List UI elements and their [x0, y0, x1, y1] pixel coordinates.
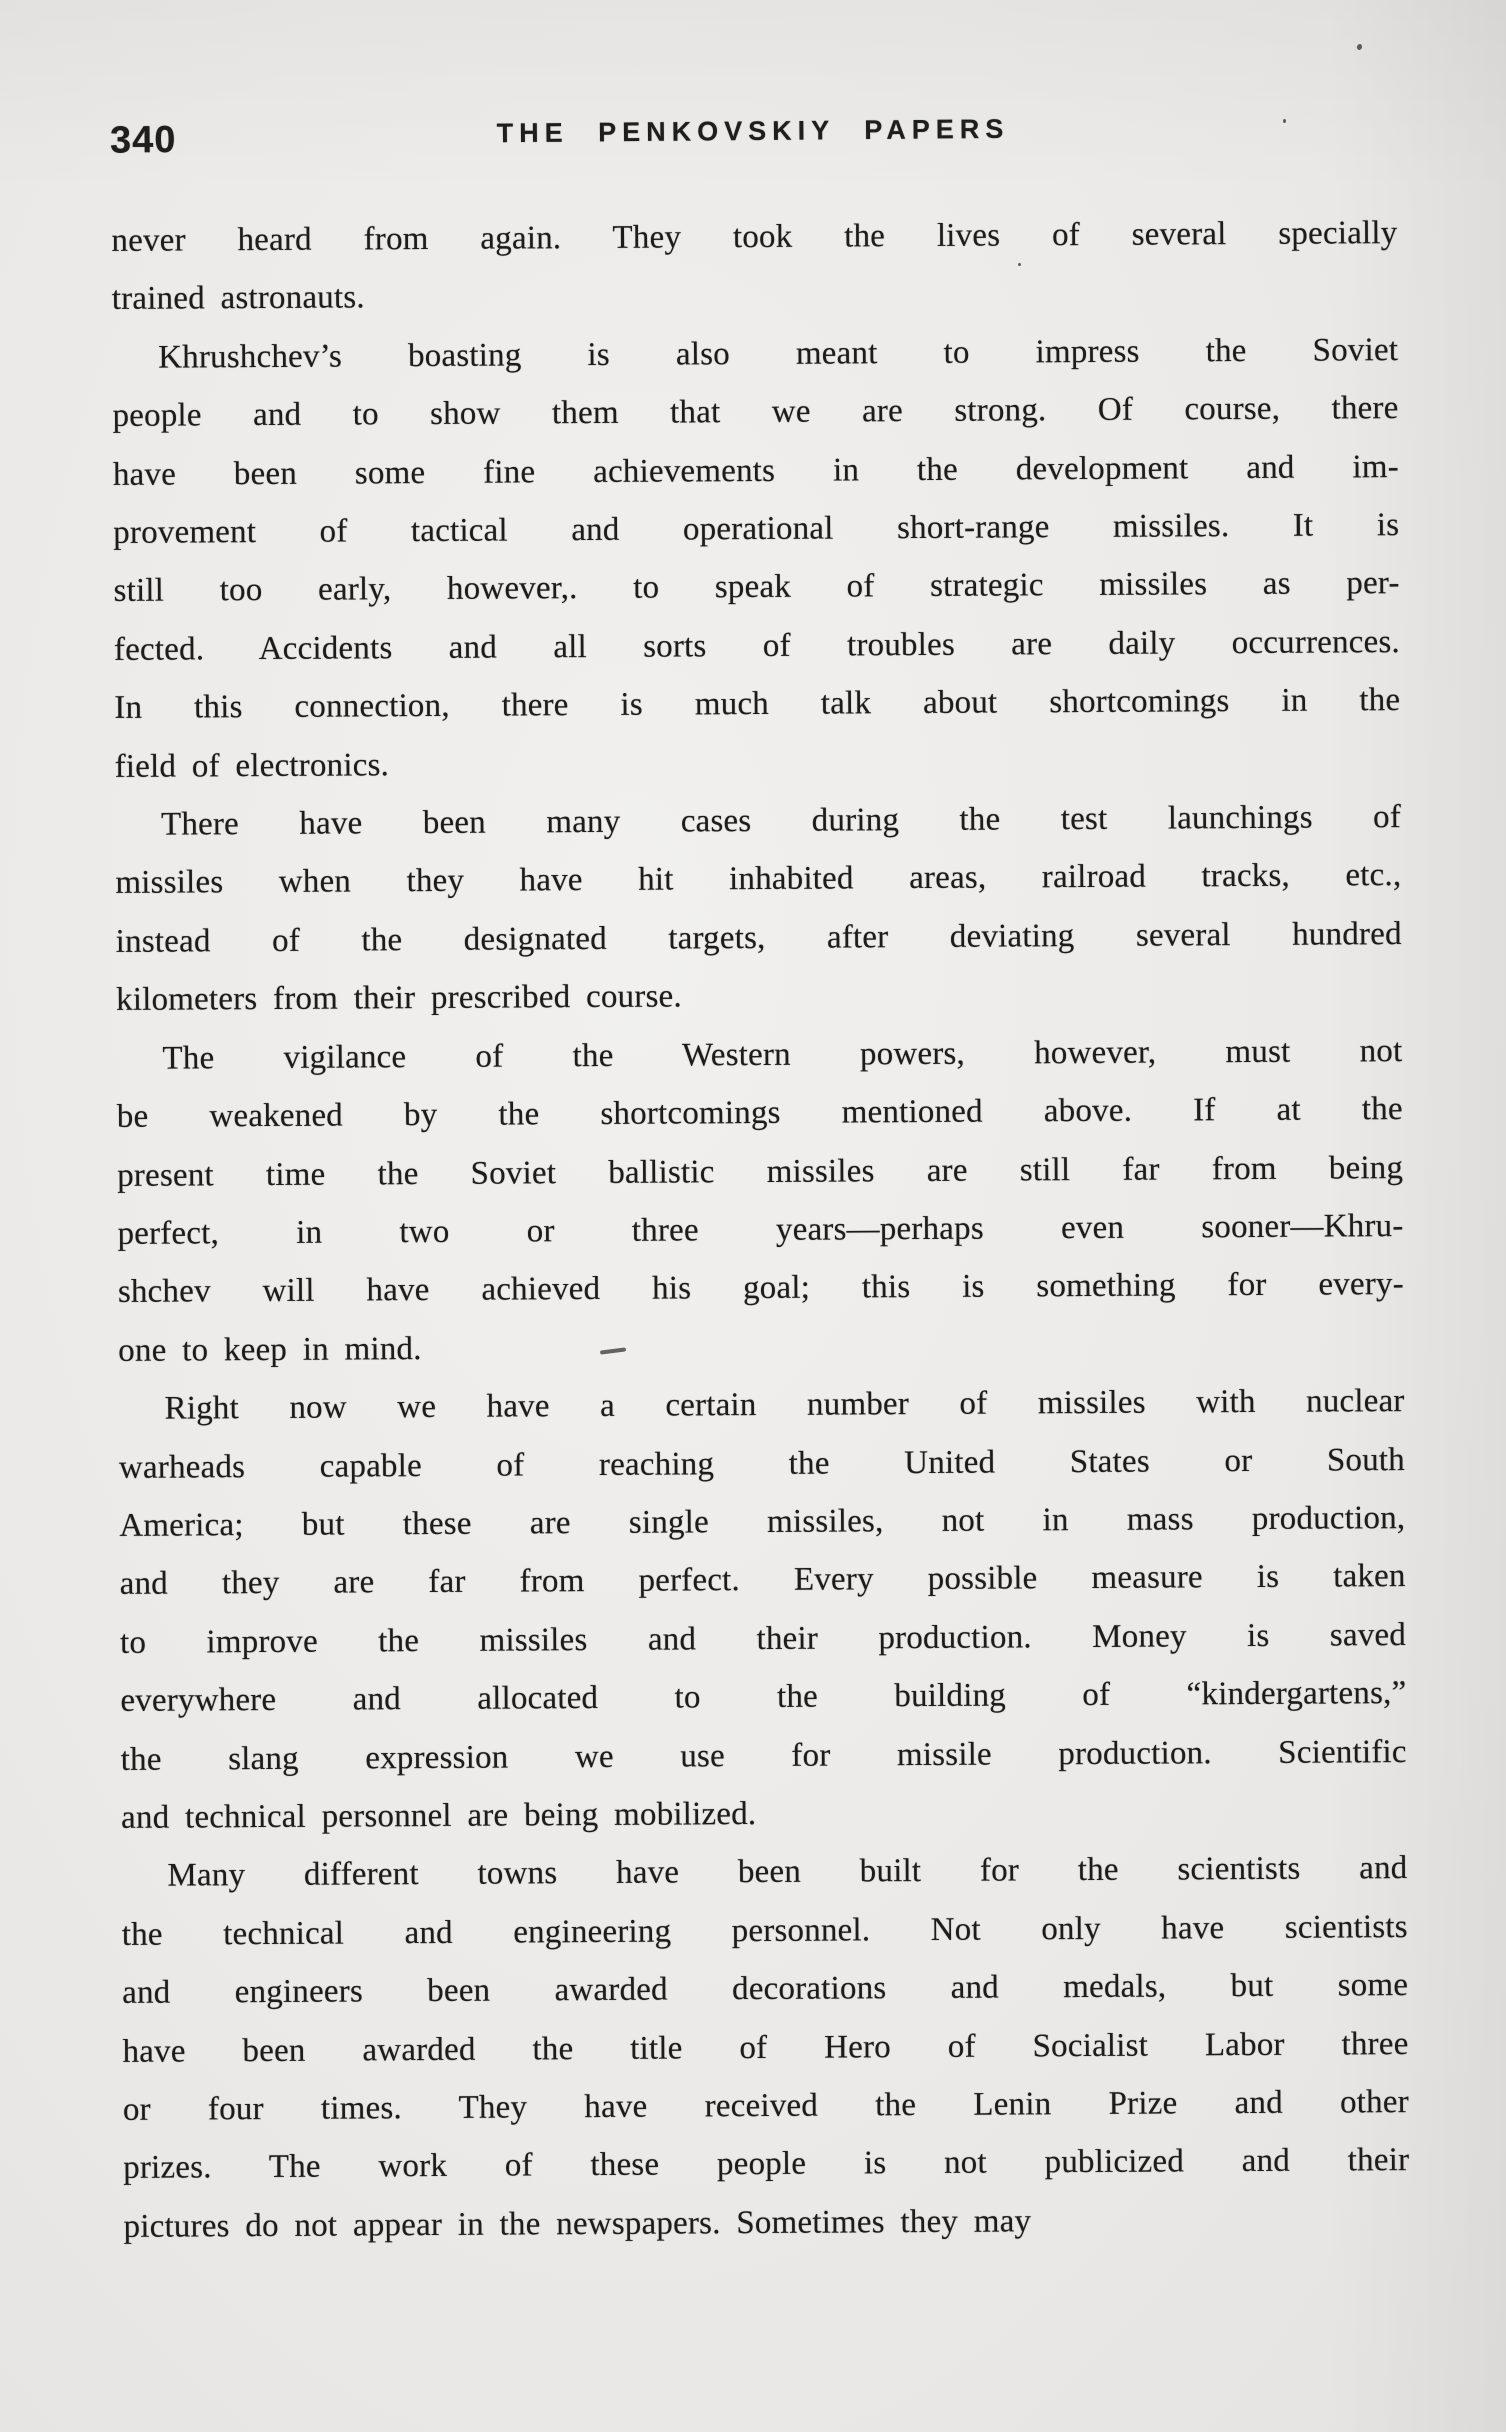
paragraph: [115, 788, 1402, 1029]
text-line: The vigilance of the Western powers, however, must not: [162, 1032, 1403, 1077]
text-line: field of electronics.: [114, 746, 390, 785]
text-line: provement of tactical and operational short-range missiles. It is: [113, 507, 1400, 551]
text-line: still too early, however,. to speak of strategic missiles as per-: [113, 565, 1400, 610]
text-line: America; but these are single missiles, not in mass production,: [119, 1499, 1406, 1544]
text-line: In this connection, there is much talk about shortcomings in the: [114, 682, 1401, 727]
text-line: kilometers from their prescribed course.: [115, 978, 682, 1019]
text-line: never heard from again. They took the lives of several specially: [111, 215, 1398, 259]
paragraph: [118, 1372, 1407, 1847]
text-line: have been some fine achievements in the development and im-: [112, 448, 1399, 493]
paragraph: [112, 321, 1401, 796]
running-head: [110, 102, 1396, 163]
text-line: fected. Accidents and all sorts of troubles are daily occurrences.: [113, 623, 1401, 668]
text-line: the slang expression we use for missile production. Scientific: [120, 1733, 1407, 1778]
paragraph: [121, 1839, 1409, 2256]
text-line: have been awarded the title of Hero of Socialist Labor three: [122, 2025, 1409, 2070]
scan-speck: [1356, 43, 1363, 50]
text-line: one to keep in mind.: [118, 1330, 422, 1369]
text-line: trained astronauts.: [111, 279, 365, 318]
text-line: missiles when they have hit inhabited areas, railroad tracks, etc.,: [115, 857, 1402, 902]
text-line: Many different towns have been built for the scientists and: [167, 1850, 1408, 1894]
text-line: and technical personnel are being mobilized.: [120, 1795, 757, 1836]
text-line: to improve the missiles and their production. Money is saved: [119, 1616, 1407, 1661]
page-number: 340: [109, 119, 177, 162]
text-line: or four times. They have received the Lenin Prize and other: [122, 2084, 1409, 2128]
text-line: warheads capable of reaching the United States or South: [118, 1441, 1406, 1486]
text-line: and they are far from perfect. Every possible measure is taken: [119, 1558, 1406, 1603]
text-line: prizes. The work of these people is not publicized and their: [123, 2142, 1410, 2187]
text-line: instead of the designated targets, after deviating several hundred: [115, 915, 1402, 960]
text-line: the technical and engineering personnel. Not only have scientists: [121, 1908, 1408, 1953]
paragraph: [111, 204, 1398, 329]
text-line: Khrushchev’s boasting is also meant to impress the Soviet: [158, 331, 1399, 376]
scan-speck: [1283, 119, 1286, 123]
text-line: and engineers been awarded decorations and medals, but some: [122, 1967, 1409, 2012]
text-line: pictures do not appear in the newspapers. Sometimes they may: [123, 2203, 1032, 2245]
paragraph: [116, 1022, 1404, 1380]
scan-speck: [1018, 263, 1021, 266]
text-line: There have been many cases during the test launchings of: [160, 799, 1402, 843]
text-line: shchev will have achieved his goal; this is something for every-: [117, 1266, 1404, 1311]
text-line: everywhere and allocated to the building of “kindergartens,”: [120, 1675, 1407, 1720]
text-line: be weakened by the shortcomings mentioned above. If at the: [116, 1091, 1403, 1136]
page-text: [111, 204, 1409, 2256]
running-title: THE PENKOVSKIY PAPERS: [496, 113, 1010, 149]
text-line: perfect, in two or three years—perhaps even sooner—Khru-: [117, 1207, 1404, 1252]
text-line: people and to show them that we are strong. Of course, there: [112, 390, 1399, 435]
text-line: present time the Soviet ballistic missiles are still far from being: [117, 1149, 1404, 1194]
text-line: Right now we have a certain number of missiles with nuclear: [164, 1383, 1405, 1427]
